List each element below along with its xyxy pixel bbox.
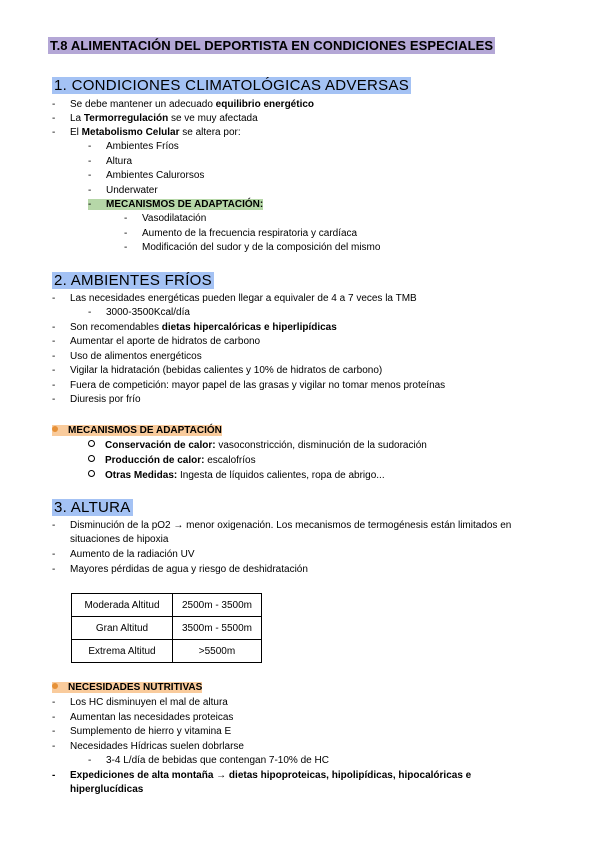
list-item: - Diuresis por frío <box>52 394 141 405</box>
list-item: - Vigilar la hidratación (bebidas calientes y 10% de hidratos de carbono) <box>52 365 383 376</box>
list-item: - Uso de alimentos energéticos <box>52 351 202 362</box>
list-item: - Necesidades Hídricas suelen dobrlarse <box>52 741 244 752</box>
list-item: - Se debe mantener un adecuado equilibrio energético <box>52 99 315 110</box>
table-cell: Extrema Altitud <box>72 640 173 663</box>
section-2-heading: 2. AMBIENTES FRÍOS <box>54 272 212 289</box>
sub-list-item: - MECANISMOS DE ADAPTACIÓN: <box>88 199 264 210</box>
table-row <box>72 617 262 640</box>
document-title: T.8 ALIMENTACIÓN DEL DEPORTISTA EN CONDICIONES ESPECIALES <box>50 38 494 53</box>
sub-sub-list-item: - Modificación del sudor y de la composición del mismo <box>124 242 381 253</box>
circle-list-item: Producción de calor: escalofríos <box>88 454 256 468</box>
list-item: - Aumento de la radiación UV <box>52 549 195 560</box>
table-row <box>72 640 262 663</box>
bullet-icon <box>52 426 58 432</box>
sub-list-item: - Ambientes Fríos <box>88 141 179 152</box>
list-item-continuation: hiperglucídicas <box>70 784 144 795</box>
altitude-table <box>71 593 262 663</box>
section-1-heading: 1. CONDICIONES CLIMATOLÓGICAS ADVERSAS <box>54 77 410 94</box>
table-cell: 2500m - 3500m <box>173 594 262 617</box>
list-item: - El Metabolismo Celular se altera por: <box>52 127 241 138</box>
sub-sub-list-item: - Aumento de la frecuencia respiratoria y cardíaca <box>124 228 358 239</box>
sub-list-item: - Altura <box>88 156 133 167</box>
table-cell: 3500m - 5500m <box>173 617 262 640</box>
list-item: - Los HC disminuyen el mal de altura <box>52 697 228 708</box>
list-item: - Fuera de competición: mayor papel de las grasas y vigilar no tomar menos proteínas <box>52 380 446 391</box>
list-item: - Aumentan las necesidades proteicas <box>52 712 234 723</box>
sub-list-item: - Ambientes Calurorsos <box>88 170 205 181</box>
sub-list-item: - 3000-3500Kcal/día <box>88 307 190 318</box>
list-item: - Aumentar el aporte de hidratos de carbono <box>52 336 261 347</box>
section-3-heading: 3. ALTURA <box>54 499 131 516</box>
table-cell: Gran Altitud <box>72 617 173 640</box>
list-item: - Son recomendables dietas hipercalóricas e hiperlipídicas <box>52 322 337 333</box>
list-item: - Mayores pérdidas de agua y riesgo de deshidratación <box>52 564 308 575</box>
list-item: - Disminución de la pO2 → menor oxigenación. Los mecanismos de termogénesis están limitados en <box>52 520 512 531</box>
nutrition-bullet: NECESIDADES NUTRITIVAS <box>52 681 202 695</box>
sub-list-item: - 3-4 L/día de bebidas que contengan 7-10% de HC <box>88 755 329 766</box>
bullet-icon <box>52 683 58 689</box>
list-item-continuation: situaciones de hipoxia <box>70 534 169 545</box>
mechanisms-label: MECANISMOS DE ADAPTACIÓN: <box>106 199 264 210</box>
table-cell: Moderada Altitud <box>72 594 173 617</box>
table-row <box>72 594 262 617</box>
sub-list-item: - Underwater <box>88 185 158 196</box>
mechanisms-bullet: MECANISMOS DE ADAPTACIÓN <box>52 424 222 438</box>
sub-sub-list-item: - Vasodilatación <box>124 213 207 224</box>
circle-bullet-icon <box>88 470 95 477</box>
list-item: - Sumplemento de hierro y vitamina E <box>52 726 232 737</box>
circle-list-item: Otras Medidas: Ingesta de líquidos calientes, ropa de abrigo... <box>88 469 385 483</box>
circle-bullet-icon <box>88 440 95 447</box>
list-item: - Expediciones de alta montaña → dietas hipoproteicas, hipolipídicas, hipocalóricas e <box>52 770 472 781</box>
list-item: - La Termorregulación se ve muy afectada <box>52 113 258 124</box>
list-item: - Las necesidades energéticas pueden llegar a equivaler de 4 a 7 veces la TMB <box>52 293 417 304</box>
table-cell: >5500m <box>173 640 262 663</box>
circle-list-item: Conservación de calor: vasoconstricción, disminución de la sudoración <box>88 439 427 453</box>
circle-bullet-icon <box>88 455 95 462</box>
